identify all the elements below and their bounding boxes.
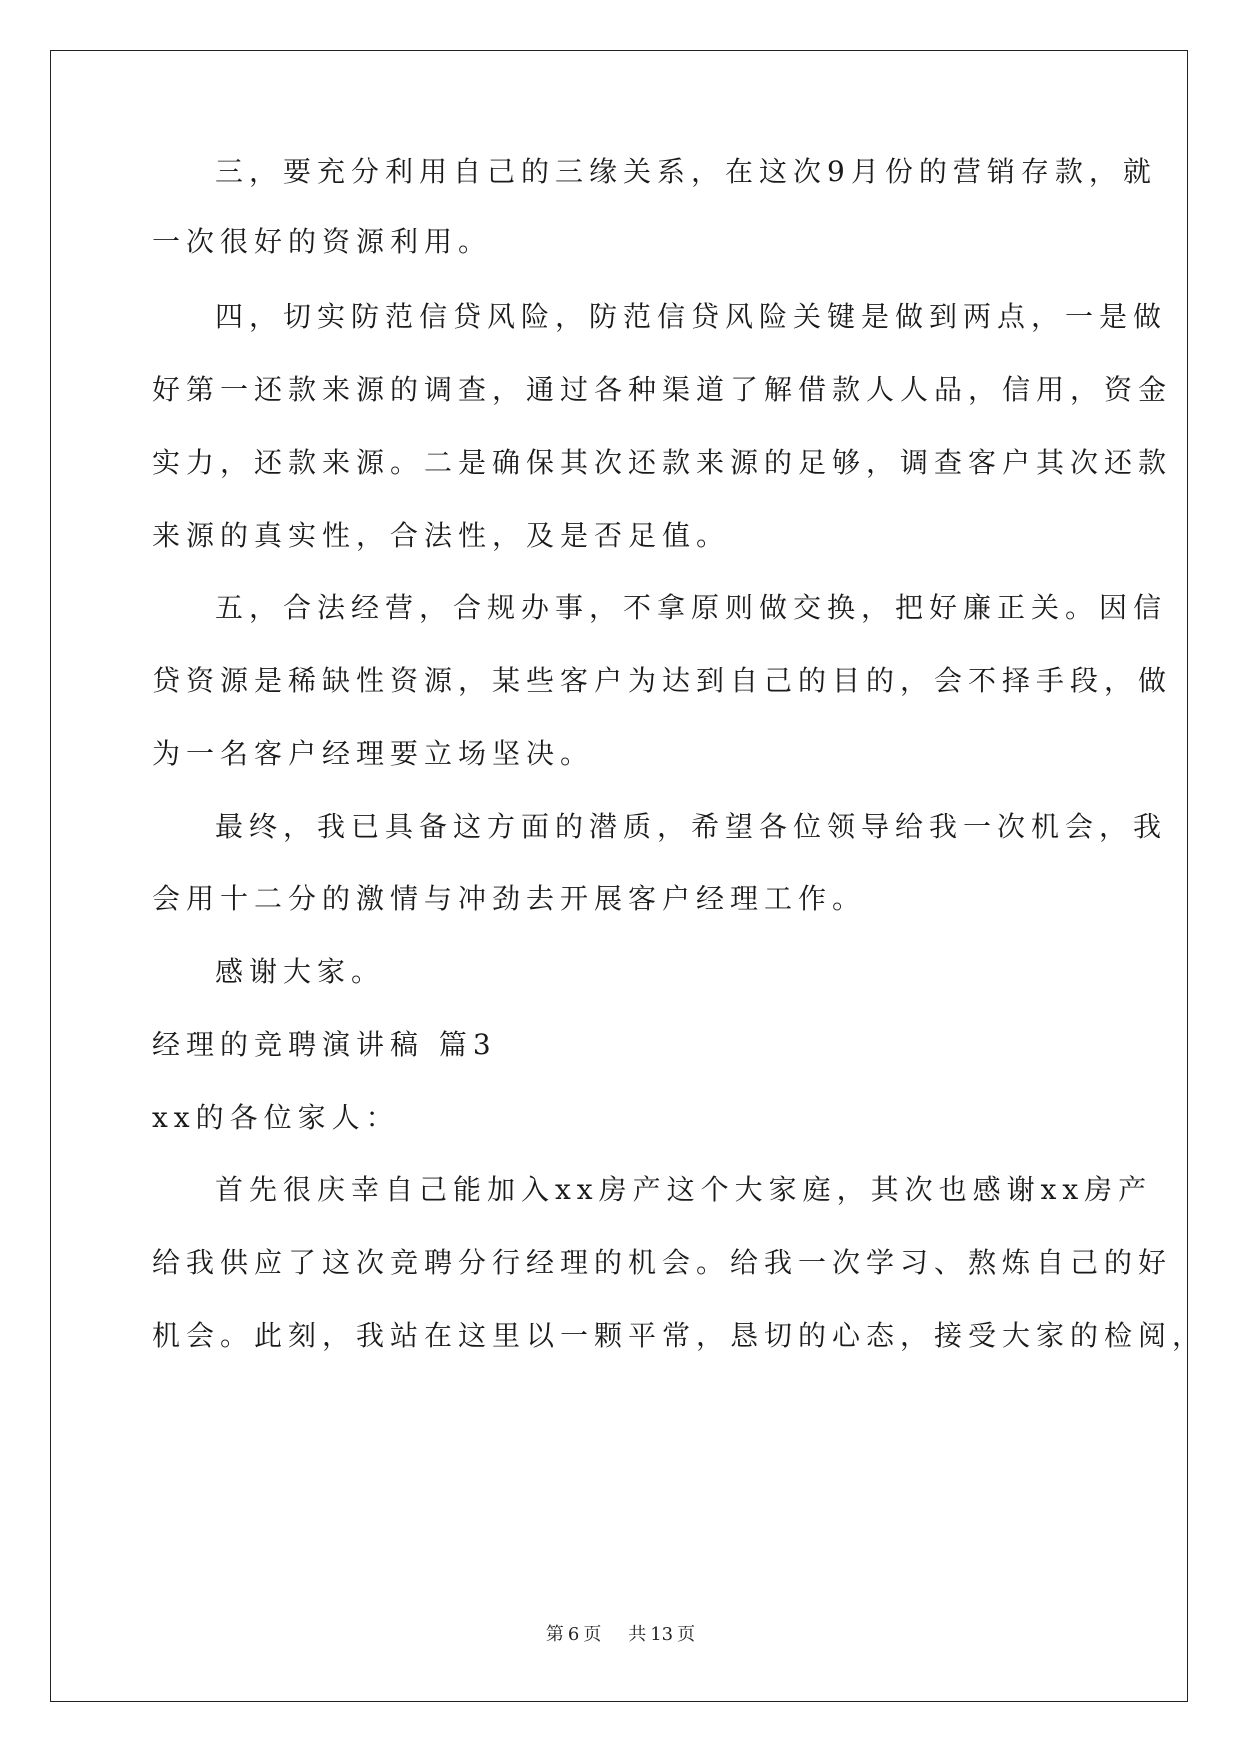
paragraph-line: 三，要充分利用自己的三缘关系，在这次9月份的营销存款，就 [215,155,1157,188]
page-prefix: 第 [545,1624,564,1645]
page-number: 6 [567,1624,580,1645]
paragraph-line: 机会。此刻，我站在这里以一颗平常，恳切的心态，接受大家的检阅， [152,1319,1207,1352]
total-prefix: 共 [628,1624,647,1645]
total-suffix: 页 [677,1624,696,1645]
paragraph-line: 最终，我已具备这方面的潜质，希望各位领导给我一次机会，我 [215,810,1168,843]
paragraph-line: 首先很庆幸自己能加入xx房产这个大家庭，其次也感谢xx房产 [215,1173,1153,1206]
paragraph-line: 会用十二分的激情与冲劲去开展客户经理工作。 [152,882,867,915]
section-heading: 经理的竞聘演讲稿 篇3 [152,1028,497,1061]
total-pages: 13 [650,1624,674,1645]
page-suffix: 页 [583,1624,602,1645]
page-footer [0,1620,1241,1646]
paragraph-line: 一次很好的资源利用。 [152,225,493,258]
paragraph-line: 来源的真实性，合法性，及是否足值。 [152,519,731,552]
paragraph-line: 贷资源是稀缺性资源，某些客户为达到自己的目的，会不择手段，做 [152,664,1173,697]
paragraph-line: 感谢大家。 [215,955,386,988]
salutation: xx的各位家人： [152,1101,400,1134]
paragraph-line: 好第一还款来源的调查，通过各种渠道了解借款人人品，信用，资金 [152,373,1173,406]
paragraph-line: 给我供应了这次竞聘分行经理的机会。给我一次学习、熬炼自己的好 [152,1246,1173,1279]
paragraph-line: 五，合法经营，合规办事，不拿原则做交换，把好廉正关。因信 [215,591,1168,624]
paragraph-line: 实力，还款来源。二是确保其次还款来源的足够，调查客户其次还款 [152,446,1173,479]
paragraph-line: 四，切实防范信贷风险，防范信贷风险关键是做到两点，一是做 [215,300,1168,333]
paragraph-line: 为一名客户经理要立场坚决。 [152,737,595,770]
